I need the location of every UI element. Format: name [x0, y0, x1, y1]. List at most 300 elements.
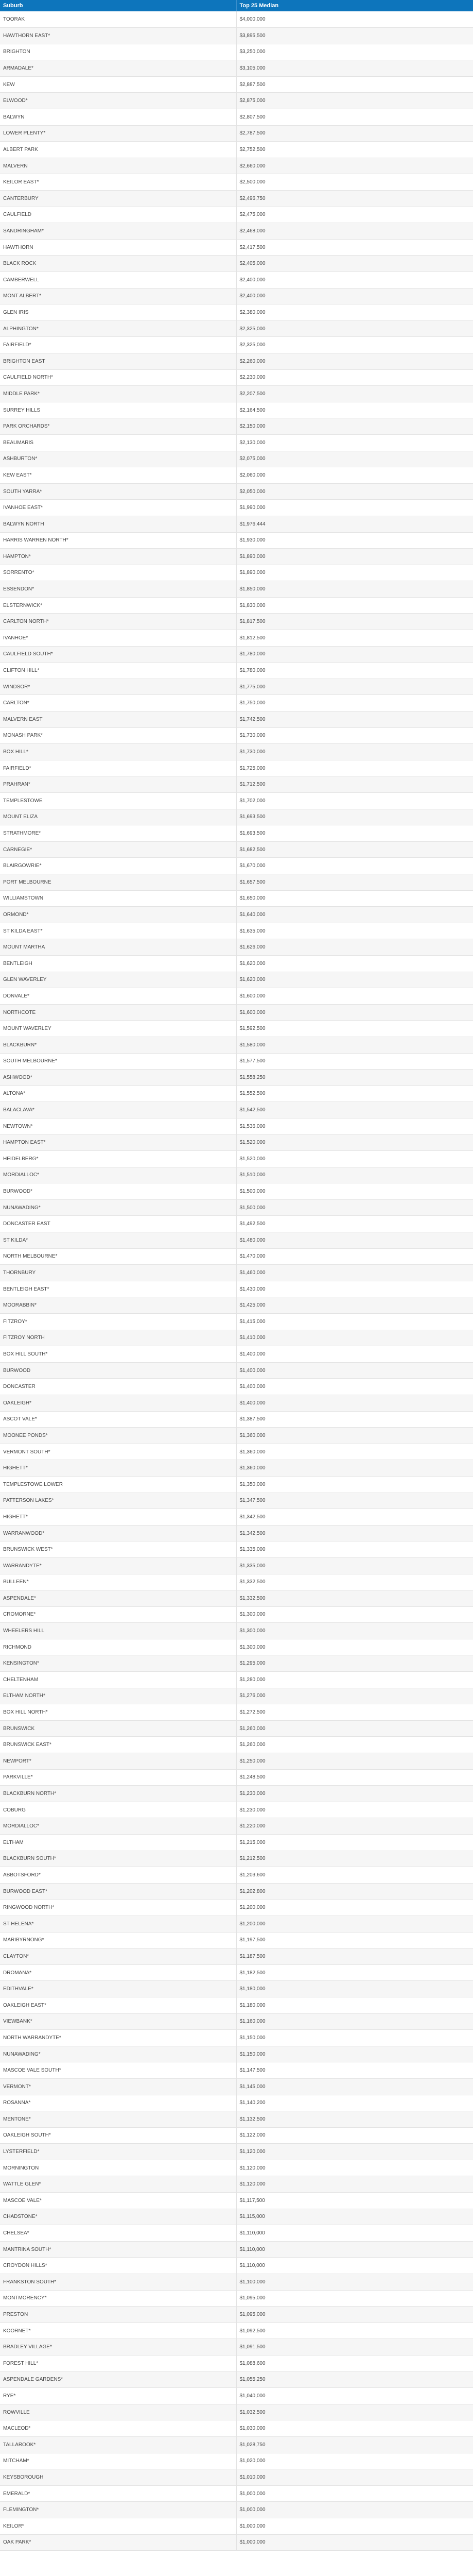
median-price-cell: $1,492,500	[236, 1216, 473, 1232]
median-price-cell: $1,160,000	[236, 2013, 473, 2030]
suburb-cell: MANTRINA SOUTH*	[0, 2241, 236, 2258]
median-price-cell: $1,040,000	[236, 2388, 473, 2404]
median-price-cell: $1,300,000	[236, 1639, 473, 1655]
suburb-cell: HAWTHORN EAST*	[0, 28, 236, 44]
suburb-cell: SOUTH YARRA*	[0, 483, 236, 500]
suburb-cell: PRESTON	[0, 2307, 236, 2323]
median-price-cell: $1,410,000	[236, 1330, 473, 1346]
suburb-cell: KOORNET*	[0, 2323, 236, 2339]
table-row	[0, 1590, 473, 1607]
median-price-cell: $1,091,500	[236, 2339, 473, 2355]
median-price-cell: $1,276,000	[236, 1688, 473, 1704]
suburb-cell: RINGWOOD NORTH*	[0, 1900, 236, 1916]
table-row	[0, 1509, 473, 1526]
table-row	[0, 1183, 473, 1200]
table-row	[0, 2030, 473, 2046]
suburb-cell: BOX HILL*	[0, 744, 236, 760]
median-price-cell: $2,875,000	[236, 93, 473, 109]
median-price-cell: $1,536,000	[236, 1118, 473, 1134]
median-price-cell: $1,120,000	[236, 2160, 473, 2176]
table-row	[0, 825, 473, 842]
table-row	[0, 304, 473, 321]
suburb-cell: NEWTOWN*	[0, 1118, 236, 1134]
median-price-cell: $1,145,000	[236, 2078, 473, 2095]
median-price-cell: $1,415,000	[236, 1314, 473, 1330]
suburb-cell: ST KILDA EAST*	[0, 923, 236, 939]
table-row	[0, 679, 473, 695]
suburb-cell: CHADSTONE*	[0, 2209, 236, 2225]
table-row	[0, 1053, 473, 1070]
suburb-cell: ASHWOOD*	[0, 1070, 236, 1086]
suburb-cell: EDITHVALE*	[0, 1981, 236, 1997]
table-row	[0, 2193, 473, 2209]
table-row	[0, 809, 473, 825]
table-row	[0, 239, 473, 256]
median-price-cell: $4,000,000	[236, 11, 473, 28]
median-price-cell: $1,657,500	[236, 874, 473, 890]
median-price-cell: $1,552,500	[236, 1086, 473, 1102]
median-price-cell: $1,510,000	[236, 1167, 473, 1183]
median-price-cell: $1,150,000	[236, 2046, 473, 2062]
median-price-cell: $2,787,500	[236, 125, 473, 142]
median-price-cell: $1,780,000	[236, 646, 473, 663]
suburb-cell: BENTLEIGH EAST*	[0, 1281, 236, 1297]
median-price-cell: $1,520,000	[236, 1134, 473, 1151]
suburb-cell: BALACLAVA*	[0, 1102, 236, 1118]
median-price-cell: $1,180,000	[236, 1997, 473, 2013]
suburb-cell: BULLEEN*	[0, 1574, 236, 1590]
table-row	[0, 223, 473, 240]
table-row	[0, 1786, 473, 1802]
median-price-cell: $1,890,000	[236, 549, 473, 565]
table-row	[0, 2371, 473, 2388]
table-row	[0, 1639, 473, 1655]
median-price-cell: $1,110,000	[236, 2225, 473, 2242]
table-row	[0, 646, 473, 663]
suburb-cell: RICHMOND	[0, 1639, 236, 1655]
table-row	[0, 1753, 473, 1770]
median-price-cell: $1,095,000	[236, 2307, 473, 2323]
median-price-cell: $1,180,000	[236, 1981, 473, 1997]
table-row	[0, 272, 473, 289]
table-row	[0, 1574, 473, 1590]
suburb-cell: WHEELERS HILL	[0, 1623, 236, 1639]
table-row	[0, 516, 473, 532]
median-price-cell: $1,110,000	[236, 2258, 473, 2274]
median-price-cell: $1,187,500	[236, 1948, 473, 1965]
suburb-cell: FAIRFIELD*	[0, 760, 236, 776]
table-row	[0, 1362, 473, 1379]
median-price-cell: $1,460,000	[236, 1265, 473, 1281]
table-row	[0, 402, 473, 418]
suburb-cell: ROWVILLE	[0, 2404, 236, 2420]
suburb-cell: NORTH WARRANDYTE*	[0, 2030, 236, 2046]
median-price-cell: $2,075,000	[236, 451, 473, 467]
suburb-cell: FAIRFIELD*	[0, 337, 236, 353]
table-row	[0, 1297, 473, 1314]
suburb-cell: IVANHOE*	[0, 630, 236, 647]
suburb-cell: ELTHAM	[0, 1835, 236, 1851]
median-price-cell: $1,670,000	[236, 858, 473, 874]
suburb-cell: CAULFIELD	[0, 207, 236, 223]
suburb-cell: MORDIALLOC*	[0, 1818, 236, 1835]
suburb-cell: BLACK ROCK	[0, 256, 236, 272]
median-price-cell: $2,475,000	[236, 207, 473, 223]
suburb-cell: EMERALD*	[0, 2485, 236, 2502]
suburb-cell: SURREY HILLS	[0, 402, 236, 418]
suburb-cell: ST KILDA*	[0, 1232, 236, 1249]
table-row	[0, 483, 473, 500]
table-row	[0, 727, 473, 744]
table-row	[0, 939, 473, 956]
median-price-cell: $1,342,500	[236, 1525, 473, 1541]
suburb-cell: MIDDLE PARK*	[0, 386, 236, 402]
table-row	[0, 1704, 473, 1721]
table-row	[0, 1411, 473, 1428]
table-row	[0, 142, 473, 158]
median-price-cell: $1,182,500	[236, 1964, 473, 1981]
suburb-cell: ELSTERNWICK*	[0, 597, 236, 614]
table-row	[0, 1118, 473, 1134]
suburb-cell: ASCOT VALE*	[0, 1411, 236, 1428]
median-price-cell: $2,164,500	[236, 402, 473, 418]
table-row	[0, 174, 473, 191]
median-price-cell: $1,202,800	[236, 1883, 473, 1900]
suburb-cell: LYSTERFIELD*	[0, 2144, 236, 2160]
table-row	[0, 630, 473, 647]
suburb-cell: HIGHETT*	[0, 1509, 236, 1526]
suburb-cell: ASPENDALE GARDENS*	[0, 2371, 236, 2388]
table-row	[0, 1525, 473, 1541]
median-price-cell: $2,230,000	[236, 369, 473, 386]
median-price-cell: $2,130,000	[236, 434, 473, 451]
table-row	[0, 11, 473, 28]
table-row	[0, 597, 473, 614]
table-row	[0, 337, 473, 353]
suburb-cell: OAKLEIGH EAST*	[0, 1997, 236, 2013]
table-row	[0, 2046, 473, 2062]
table-row	[0, 2111, 473, 2128]
median-price-cell: $1,750,000	[236, 695, 473, 711]
suburb-cell: MOUNT WAVERLEY	[0, 1021, 236, 1037]
table-row	[0, 2225, 473, 2242]
median-price-cell: $1,780,000	[236, 663, 473, 679]
suburb-cell: CAULFIELD SOUTH*	[0, 646, 236, 663]
table-row	[0, 2355, 473, 2372]
median-price-cell: $1,332,500	[236, 1590, 473, 1607]
table-row	[0, 44, 473, 60]
suburb-cell: MASCOE VALE*	[0, 2193, 236, 2209]
suburb-cell: TEMPLESTOWE LOWER	[0, 1476, 236, 1493]
table-row	[0, 2274, 473, 2291]
median-price-cell: $1,976,444	[236, 516, 473, 532]
median-price-cell: $2,405,000	[236, 256, 473, 272]
table-row	[0, 1395, 473, 1411]
table-row	[0, 1981, 473, 1997]
suburb-cell: OAKLEIGH SOUTH*	[0, 2127, 236, 2144]
table-row	[0, 1655, 473, 1672]
suburb-cell: BENTLEIGH	[0, 955, 236, 972]
median-price-cell: $1,147,500	[236, 2062, 473, 2079]
median-price-cell: $1,387,500	[236, 1411, 473, 1428]
table-body	[0, 11, 473, 2551]
table-row	[0, 1444, 473, 1460]
table-row	[0, 841, 473, 858]
table-row	[0, 2518, 473, 2534]
median-price-cell: $1,742,500	[236, 711, 473, 728]
median-price-cell: $1,558,250	[236, 1070, 473, 1086]
suburb-cell: WARRANDYTE*	[0, 1557, 236, 1574]
suburb-cell: PARK ORCHARDS*	[0, 418, 236, 435]
table-row	[0, 760, 473, 776]
suburb-cell: GLEN WAVERLEY	[0, 972, 236, 988]
table-row	[0, 1037, 473, 1053]
median-price-cell: $1,730,000	[236, 727, 473, 744]
table-row	[0, 1460, 473, 1477]
suburb-cell: CAULFIELD NORTH*	[0, 369, 236, 386]
median-price-cell: $1,260,000	[236, 1737, 473, 1753]
table-row	[0, 1199, 473, 1216]
suburb-cell: KEILOR EAST*	[0, 174, 236, 191]
median-price-cell: $1,230,000	[236, 1802, 473, 1818]
suburb-cell: OAKLEIGH*	[0, 1395, 236, 1411]
median-price-cell: $1,693,500	[236, 809, 473, 825]
median-price-cell: $1,812,500	[236, 630, 473, 647]
suburb-cell: CAMBERWELL	[0, 272, 236, 289]
suburb-cell: BLACKBURN SOUTH*	[0, 1851, 236, 1867]
median-price-cell: $1,626,000	[236, 939, 473, 956]
table-row	[0, 1248, 473, 1265]
suburb-cell: PATTERSON LAKES*	[0, 1493, 236, 1509]
median-price-cell: $1,132,500	[236, 2111, 473, 2128]
suburb-cell: BRUNSWICK	[0, 1720, 236, 1737]
table-row	[0, 1346, 473, 1363]
table-row	[0, 2453, 473, 2469]
table-row	[0, 2436, 473, 2453]
table-row	[0, 2290, 473, 2307]
suburb-cell: BALWYN NORTH	[0, 516, 236, 532]
table-row	[0, 711, 473, 728]
table-row	[0, 158, 473, 174]
suburb-cell: BEAUMARIS	[0, 434, 236, 451]
median-price-cell: $1,150,000	[236, 2030, 473, 2046]
suburb-cell: FITZROY NORTH	[0, 1330, 236, 1346]
table-row	[0, 1948, 473, 1965]
median-price-cell: $1,300,000	[236, 1623, 473, 1639]
median-price-cell: $3,250,000	[236, 44, 473, 60]
median-price-cell: $3,895,500	[236, 28, 473, 44]
suburb-cell: BLAIRGOWRIE*	[0, 858, 236, 874]
median-price-cell: $1,140,200	[236, 2095, 473, 2111]
table-row	[0, 2013, 473, 2030]
suburb-cell: BRIGHTON	[0, 44, 236, 60]
table-row	[0, 434, 473, 451]
table-row	[0, 369, 473, 386]
suburb-cell: WILLIAMSTOWN	[0, 890, 236, 907]
median-price-cell: $1,272,500	[236, 1704, 473, 1721]
suburb-cell: ROSANNA*	[0, 2095, 236, 2111]
suburb-cell: KENSINGTON*	[0, 1655, 236, 1672]
suburb-cell: PORT MELBOURNE	[0, 874, 236, 890]
median-price-cell: $1,500,000	[236, 1199, 473, 1216]
suburb-cell: BRUNSWICK WEST*	[0, 1541, 236, 1558]
suburb-cell: MACLEOD*	[0, 2420, 236, 2437]
median-price-cell: $3,105,000	[236, 60, 473, 77]
table-row	[0, 1281, 473, 1297]
table-row	[0, 744, 473, 760]
suburb-cell: MONASH PARK*	[0, 727, 236, 744]
suburb-cell: CHELTENHAM	[0, 1672, 236, 1688]
suburb-cell: MOUNT ELIZA	[0, 809, 236, 825]
median-price-cell: $1,335,000	[236, 1541, 473, 1558]
median-price-cell: $1,930,000	[236, 532, 473, 549]
suburb-cell: DROMANA*	[0, 1964, 236, 1981]
suburb-cell: FRANKSTON SOUTH*	[0, 2274, 236, 2291]
suburb-cell: DONCASTER EAST	[0, 1216, 236, 1232]
table-row	[0, 2339, 473, 2355]
table-row	[0, 1867, 473, 1884]
median-price-cell: $1,400,000	[236, 1395, 473, 1411]
suburb-cell: WARRANWOOD*	[0, 1525, 236, 1541]
table-row	[0, 2469, 473, 2486]
median-price-cell: $1,332,500	[236, 1574, 473, 1590]
table-row	[0, 60, 473, 77]
suburb-cell: HAMPTON EAST*	[0, 1134, 236, 1151]
table-row	[0, 1737, 473, 1753]
table-row	[0, 2241, 473, 2258]
median-price-cell: $1,215,000	[236, 1835, 473, 1851]
median-price-cell: $1,000,000	[236, 2534, 473, 2551]
table-row	[0, 1021, 473, 1037]
table-row	[0, 1672, 473, 1688]
table-row	[0, 1086, 473, 1102]
median-price-cell: $1,817,500	[236, 614, 473, 630]
table-row	[0, 207, 473, 223]
table-row	[0, 288, 473, 304]
suburb-cell: DONCASTER	[0, 1379, 236, 1395]
column-header-median[interactable]: Top 25 Median	[236, 0, 473, 11]
table-row	[0, 1557, 473, 1574]
median-price-cell: $1,122,000	[236, 2127, 473, 2144]
suburb-cell: NUNAWADING*	[0, 1199, 236, 1216]
suburb-cell: LOWER PLENTY*	[0, 125, 236, 142]
median-price-cell: $1,360,000	[236, 1428, 473, 1444]
suburb-cell: BURWOOD EAST*	[0, 1883, 236, 1900]
suburb-cell: GLEN IRIS	[0, 304, 236, 321]
median-price-cell: $1,577,500	[236, 1053, 473, 1070]
median-price-cell: $1,542,500	[236, 1102, 473, 1118]
suburb-cell: KEYSBOROUGH	[0, 2469, 236, 2486]
suburb-cell: CROYDON HILLS*	[0, 2258, 236, 2274]
column-header-suburb[interactable]: Suburb	[0, 0, 236, 11]
suburb-cell: BRADLEY VILLAGE*	[0, 2339, 236, 2355]
median-price-cell: $1,400,000	[236, 1362, 473, 1379]
table-row	[0, 353, 473, 369]
median-price-cell: $1,250,000	[236, 1753, 473, 1770]
table-row	[0, 76, 473, 93]
table-row	[0, 1997, 473, 2013]
suburb-cell: FITZROY*	[0, 1314, 236, 1330]
table-row	[0, 581, 473, 598]
median-price-cell: $1,200,000	[236, 1900, 473, 1916]
table-row	[0, 2160, 473, 2176]
median-price-cell: $2,260,000	[236, 353, 473, 369]
suburb-cell: MOONEE PONDS*	[0, 1428, 236, 1444]
suburb-cell: MALVERN EAST	[0, 711, 236, 728]
suburb-cell: WATTLE GLEN*	[0, 2176, 236, 2193]
table-row	[0, 1688, 473, 1704]
table-row	[0, 418, 473, 435]
suburb-cell: SOUTH MELBOURNE*	[0, 1053, 236, 1070]
median-price-cell: $2,325,000	[236, 320, 473, 337]
suburb-cell: RYE*	[0, 2388, 236, 2404]
suburb-cell: ORMOND*	[0, 907, 236, 923]
median-price-cell: $1,088,600	[236, 2355, 473, 2372]
median-price-cell: $1,280,000	[236, 1672, 473, 1688]
table-row	[0, 2323, 473, 2339]
median-price-cell: $1,702,000	[236, 793, 473, 809]
median-price-cell: $1,000,000	[236, 2518, 473, 2534]
table-row	[0, 2062, 473, 2079]
median-price-cell: $1,055,250	[236, 2371, 473, 2388]
median-price-cell: $1,295,000	[236, 1655, 473, 1672]
median-price-cell: $1,650,000	[236, 890, 473, 907]
table-row	[0, 1151, 473, 1167]
table-row	[0, 1623, 473, 1639]
suburb-cell: ABBOTSFORD*	[0, 1867, 236, 1884]
suburb-cell: BURWOOD*	[0, 1183, 236, 1200]
table-row	[0, 2095, 473, 2111]
median-price-cell: $1,095,000	[236, 2290, 473, 2307]
table-row	[0, 2404, 473, 2420]
median-price-cell: $1,028,750	[236, 2436, 473, 2453]
median-price-cell: $1,775,000	[236, 679, 473, 695]
suburb-cell: NEWPORT*	[0, 1753, 236, 1770]
table-row	[0, 320, 473, 337]
suburb-cell: VERMONT*	[0, 2078, 236, 2095]
suburb-cell: BRUNSWICK EAST*	[0, 1737, 236, 1753]
table-row	[0, 386, 473, 402]
table-header	[0, 0, 473, 11]
suburb-cell: BRIGHTON EAST	[0, 353, 236, 369]
median-price-cell: $2,887,500	[236, 76, 473, 93]
suburb-cell: MOUNT MARTHA	[0, 939, 236, 956]
suburb-cell: HAWTHORN	[0, 239, 236, 256]
suburb-cell: MARIBYRNONG*	[0, 1932, 236, 1948]
median-price-cell: $1,712,500	[236, 776, 473, 793]
table-row	[0, 1802, 473, 1818]
table-row	[0, 1265, 473, 1281]
suburb-cell: CLAYTON*	[0, 1948, 236, 1965]
table-row	[0, 907, 473, 923]
suburb-cell: MOORABBIN*	[0, 1297, 236, 1314]
median-price-cell: $1,117,500	[236, 2193, 473, 2209]
median-price-cell: $1,220,000	[236, 1818, 473, 1835]
suburb-cell: BALWYN	[0, 109, 236, 126]
suburb-cell: MORDIALLOC*	[0, 1167, 236, 1183]
median-price-cell: $1,730,000	[236, 744, 473, 760]
suburb-cell: ESSENDON*	[0, 581, 236, 598]
suburb-cell: NORTH MELBOURNE*	[0, 1248, 236, 1265]
median-price-cell: $1,010,000	[236, 2469, 473, 2486]
table-row	[0, 109, 473, 126]
median-price-cell: $1,600,000	[236, 988, 473, 1005]
suburb-cell: BOX HILL NORTH*	[0, 1704, 236, 1721]
table-row	[0, 1900, 473, 1916]
suburb-cell: MALVERN	[0, 158, 236, 174]
median-price-cell: $1,360,000	[236, 1444, 473, 1460]
median-price-cell: $2,050,000	[236, 483, 473, 500]
